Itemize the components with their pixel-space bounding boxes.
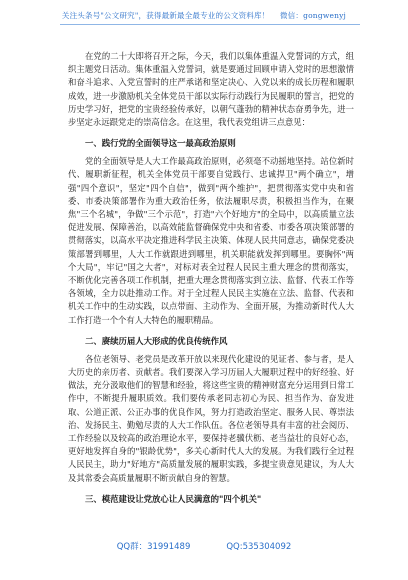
- intro-paragraph: 在党的二十大即将召开之际，今天，我们以集体重温入党誓词的方式，组织主题党日活动。集体重温入党誓词，就是要通过回顾申请入党时的思想激情和奋斗追求、入党宣誓时的庄严承诺和坚定决心、入党以来的成长历程和履职成效，进一步激励机关全体党员干部以实际行动践行为民履职的誓言，把党的历史学习好，把党的宝贵经验传承好，以朝气蓬勃的精神状态奋勇争先，进一步坚定永远跟党走的崇高信念。在这里，我代表党组讲三点意见：: [68, 51, 354, 128]
- section-heading-1: 一、践行党的全面领导这一最高政治原则: [85, 138, 236, 149]
- header-separator: [273, 11, 276, 20]
- section-2-paragraph: 各位老领导、老党员是改革开放以来现代化建设的见证者、参与者，是人大历史的亲历者、贡献者。我们要深入学习历届人大履职过程中的好经验、好做法，充分汲取他们的智慧和经验，将这些宝贵的精神财富充分运用到日常工作中，不断提升履职质效。我们要传承老同志初心为民、担当作为、奋发进取、公道正派、公正办事的优良作风，努力打造政治坚定、服务人民、尊崇法治、发扬民主、勤勉尽责的人大工作队伍。各位老领导具有丰富的社会阅历、工作经验以及较高的政治理论水平，要保持老骥伏枥、老当益壮的良好心态，更好地发挥自身的"银龄优势"，多关心新时代人大的发展。为我们践行全过程人民民主，助力"好地方"高质量发展的履职实践，多提宝贵意见建议，为人大及其常委会高质量履职不断贡献自身的智慧。: [68, 353, 354, 483]
- header-wechat-text: 微信：gongwenyj: [279, 11, 347, 20]
- page-footer: [0, 540, 408, 552]
- footer-qq-number: QQ:535304092: [226, 542, 292, 552]
- section-1-paragraph: 党的全面领导是人大工作最高政治原则，必须毫不动摇地坚持。站位新时代、履职新征程，机关全体党员干部要自觉践行、忠诚捍卫"两个确立"，增强"四个意识"，坚定"四个自信"，做到"两个维护"，把贯彻落实党中央和省委、市委决策部署作为重大政治任务，依法履职尽责，积极担当作为，在聚焦"三个名城"，争做"三个示范"，打造"六个好地方"的全局中，以高质量立法促进发展、保障善治，以高效能监督确保党中央和省委、市委各项决策部署的贯彻落实，以高水平决定推进科学民主决策、体现人民共同意志，确保党委决策部署到哪里，人大工作就跟进到哪里，机关职能就发挥到哪里。要胸怀"两个大局"，牢记"国之大者"，对标对表全过程人民民主重大理念的贯彻落实，不断优化完善各项工作机制，把重大理念贯彻落实到立法、监督、代表工作等各领域，全力以赴推动工作。对于全过程人民民主实施在立法、监督、代表和机关工作中的生动实践，以点带面、主动作为、全面开展，为推动新时代人大工作打造一个个有人大特色的履职精品。: [68, 156, 354, 325]
- section-heading-2: 二、赓续历届人大形成的优良传统作风: [85, 335, 228, 346]
- section-heading-3: 三、模范建设让党放心让人民满意的"四个机关": [85, 493, 262, 504]
- footer-qq-group: QQ群：31991489: [116, 542, 191, 552]
- document-body: [68, 50, 354, 511]
- header-promo-text: 关注头条号"公文研究"，获得最新最全最专业的公文资料库！: [61, 11, 270, 20]
- page-header: [0, 10, 408, 21]
- header-divider: [60, 24, 360, 25]
